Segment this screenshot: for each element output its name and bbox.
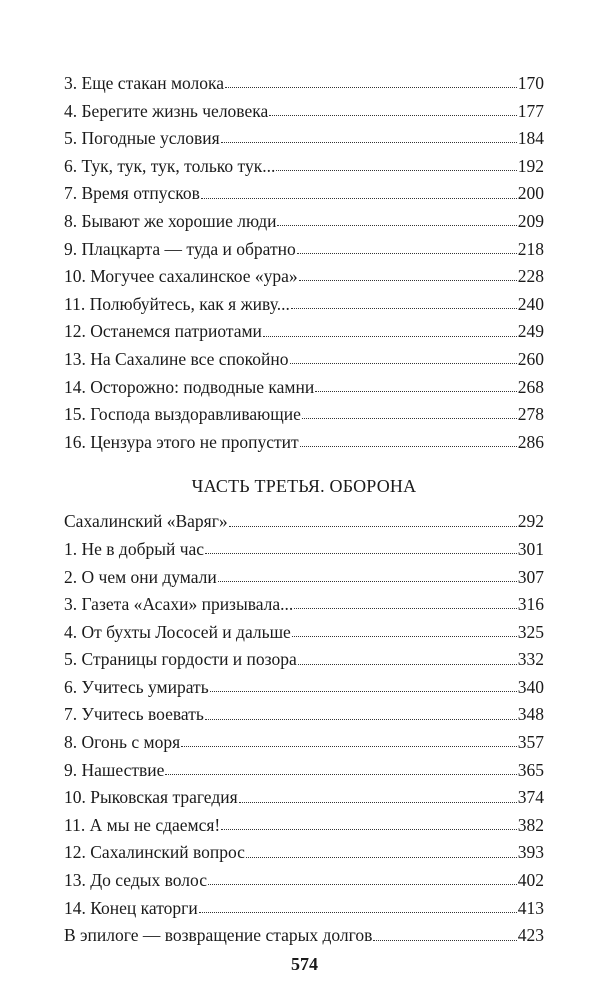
- toc-entry-page: 260: [517, 348, 544, 369]
- toc-entry: [64, 401, 544, 429]
- dot-leader: [210, 689, 517, 692]
- dot-leader: [315, 389, 517, 392]
- toc-entry-title: 1. Не в добрый час: [64, 538, 205, 559]
- dot-leader: [208, 882, 517, 885]
- toc-entry-page: 209: [517, 210, 544, 231]
- toc-entry: [64, 236, 544, 264]
- part-two-list: [64, 70, 544, 456]
- dot-leader: [246, 855, 517, 858]
- dot-leader: [298, 662, 517, 665]
- toc-entry-page: 382: [517, 814, 544, 835]
- toc-entry-page: 292: [517, 511, 544, 532]
- toc-entry-title: 8. Огонь с моря: [64, 732, 181, 753]
- toc-entry-page: 393: [517, 842, 544, 863]
- toc-entry-title: 14. Осторожно: подводные камни: [64, 376, 315, 397]
- toc-entry-page: 286: [517, 431, 544, 452]
- dot-leader: [291, 306, 517, 309]
- dot-leader: [205, 717, 517, 720]
- toc-entry: [64, 895, 544, 923]
- toc-entry-title: 13. До седых волос: [64, 870, 207, 891]
- dot-leader: [181, 744, 517, 747]
- dot-leader: [229, 524, 517, 527]
- dot-leader: [292, 634, 517, 637]
- toc-entry: [64, 98, 544, 126]
- toc-entry-title: 12. Останемся патриотами: [64, 321, 262, 342]
- dot-leader: [221, 140, 517, 143]
- toc-entry-page: 200: [517, 183, 544, 204]
- toc-entry-title: 5. Страницы гордости и позора: [64, 649, 297, 670]
- toc-entry-title: 6. Тук, тук, тук, только тук...: [64, 155, 276, 176]
- toc-entry-title: 6. Учитесь умирать: [64, 676, 209, 697]
- toc-entry-title: 8. Бывают же хорошие люди: [64, 210, 277, 231]
- toc-entry: [64, 674, 544, 702]
- toc-entry-title: 14. Конец каторги: [64, 897, 198, 918]
- toc-entry-title: 9. Нашествие: [64, 759, 165, 780]
- toc-entry-title: 9. Плацкарта — туда и обратно: [64, 238, 296, 259]
- part-three-heading: ЧАСТЬ ТРЕТЬЯ. ОБОРОНА: [191, 476, 417, 497]
- dot-leader: [199, 910, 517, 913]
- toc-entry: [64, 839, 544, 867]
- toc-entry: [64, 153, 544, 181]
- toc-entry-title: 3. Газета «Асахи» призывала...: [64, 594, 294, 615]
- dot-leader: [300, 444, 517, 447]
- dot-leader: [221, 827, 516, 830]
- toc-entry-page: 332: [517, 649, 544, 670]
- toc-entry-title: 10. Могучее сахалинское «ура»: [64, 266, 298, 287]
- toc-entry-page: 423: [517, 925, 544, 946]
- toc-entry-page: 413: [517, 897, 544, 918]
- toc-entry: [64, 536, 544, 564]
- toc-entry-page: 249: [517, 321, 544, 342]
- toc-entry-page: 184: [517, 128, 544, 149]
- toc-entry-title: 11. А мы не сдаемся!: [64, 814, 221, 835]
- table-of-contents: [64, 70, 544, 950]
- toc-entry: [64, 125, 544, 153]
- toc-entry: [64, 429, 544, 457]
- toc-entry-title: 7. Учитесь воевать: [64, 704, 204, 725]
- toc-entry: [64, 646, 544, 674]
- dot-leader: [302, 416, 517, 419]
- dot-leader: [299, 278, 517, 281]
- toc-entry-page: 365: [517, 759, 544, 780]
- toc-entry: [64, 784, 544, 812]
- toc-entry-page: 348: [517, 704, 544, 725]
- part-three-list: [64, 508, 544, 950]
- toc-entry-page: 218: [517, 238, 544, 259]
- toc-entry-page: 192: [517, 155, 544, 176]
- toc-entry-page: 228: [517, 266, 544, 287]
- toc-entry-page: 177: [517, 100, 544, 121]
- dot-leader: [294, 606, 516, 609]
- toc-entry: [64, 346, 544, 374]
- toc-entry: [64, 508, 544, 536]
- toc-entry-page: 278: [517, 404, 544, 425]
- toc-entry-title: 5. Погодные условия: [64, 128, 220, 149]
- toc-entry-title: 2. О чем они думали: [64, 566, 217, 587]
- toc-entry-page: 402: [517, 870, 544, 891]
- toc-entry: [64, 208, 544, 236]
- dot-leader: [225, 85, 517, 88]
- toc-entry-title: Сахалинский «Варяг»: [64, 511, 228, 532]
- dot-leader: [218, 579, 517, 582]
- dot-leader: [276, 168, 516, 171]
- dot-leader: [165, 772, 516, 775]
- dot-leader: [205, 551, 517, 554]
- toc-entry-title: 16. Цензура этого не пропустит: [64, 431, 299, 452]
- dot-leader: [269, 113, 517, 116]
- toc-entry-page: 340: [517, 676, 544, 697]
- dot-leader: [239, 800, 517, 803]
- toc-entry: [64, 591, 544, 619]
- toc-entry: [64, 619, 544, 647]
- toc-entry: [64, 291, 544, 319]
- toc-entry-title: 11. Полюбуйтесь, как я живу...: [64, 293, 290, 314]
- toc-entry-title: 12. Сахалинский вопрос: [64, 842, 245, 863]
- toc-entry-title: 7. Время отпусков: [64, 183, 200, 204]
- toc-entry: [64, 729, 544, 757]
- toc-entry-page: 374: [517, 787, 544, 808]
- dot-leader: [290, 361, 517, 364]
- toc-entry: [64, 70, 544, 98]
- toc-entry: [64, 701, 544, 729]
- toc-entry: [64, 318, 544, 346]
- toc-entry-page: 357: [517, 732, 544, 753]
- dot-leader: [277, 223, 516, 226]
- toc-entry: [64, 922, 544, 950]
- toc-entry: [64, 812, 544, 840]
- toc-entry: [64, 374, 544, 402]
- toc-entry-title: 4. Берегите жизнь человека: [64, 100, 269, 121]
- dot-leader: [297, 251, 517, 254]
- toc-entry: [64, 180, 544, 208]
- toc-entry: [64, 564, 544, 592]
- dot-leader: [373, 938, 516, 941]
- dot-leader: [201, 196, 517, 199]
- toc-entry-page: 240: [517, 293, 544, 314]
- toc-entry-title: 10. Рыковская трагедия: [64, 787, 238, 808]
- toc-entry-title: 3. Еще стакан молока: [64, 73, 225, 93]
- toc-entry-page: 268: [517, 376, 544, 397]
- toc-entry-page: 307: [517, 566, 544, 587]
- toc-entry-title: 15. Господа выздоравливающие: [64, 404, 301, 425]
- toc-entry: [64, 757, 544, 785]
- toc-entry-page: 301: [517, 538, 544, 559]
- toc-entry: [64, 263, 544, 291]
- toc-entry: [64, 867, 544, 895]
- dot-leader: [263, 334, 517, 337]
- toc-entry-page: 316: [517, 594, 544, 615]
- page-number: 574: [291, 954, 318, 974]
- toc-entry-title: 4. От бухты Лососей и дальше: [64, 621, 291, 642]
- toc-entry-page: 170: [517, 73, 544, 93]
- toc-entry-title: 13. На Сахалине все спокойно: [64, 348, 289, 369]
- toc-entry-title: В эпилоге — возвращение старых долгов: [64, 925, 373, 946]
- toc-entry-page: 325: [517, 621, 544, 642]
